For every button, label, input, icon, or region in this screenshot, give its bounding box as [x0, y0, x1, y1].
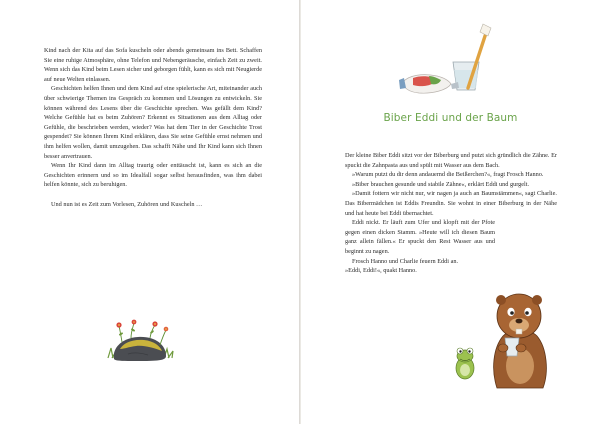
- beaver-and-frog-illustration: [451, 278, 551, 390]
- paragraph: Frosch Hanno und Charlie feuern Eddi an.: [352, 257, 459, 265]
- right-page-text: [345, 151, 557, 276]
- paragraph: »Damit fottern wir nicht nur, wir nagen ja auch an Baumstämmen«, sagt Charlie. Das Bibermädchen ist Eddis Freundin. Sie wohnt in einer Biberburg in der Nähe und hat heute bei Eddi übernachtet.: [345, 190, 557, 217]
- frog-figure: [456, 348, 474, 379]
- chapter-title: Biber Eddi und der Baum: [383, 112, 518, 124]
- paragraph: Eddi nickt. Er läuft zum Ufer und klopft mit der Pfote gegen einen dicken Stamm. »Heute will ich diesen Baum ganz allein fällen.« Er spuckt den Rest Wasser aus und beginnt zu nagen.: [345, 219, 495, 255]
- right-page: [301, 0, 600, 424]
- paragraph: »Eddi, Eddi!«, quakt Hanno.: [345, 267, 417, 275]
- left-page-text: [44, 46, 262, 209]
- paragraph: Kind nach der Kita auf das Sofa kuscheln oder abends gemeinsam ins Bett. Schaffen Sie eine ruhige Atmosphäre, ohne Telefon und Nebengeräusche, einfach Zeit zu zweit. Wenn sich das Kind beim Lesen sicher und geborgen fühlt, kann es sich mit Neugierde auf neue Welten einlassen.: [44, 47, 262, 83]
- toothbrush-glass-toothpaste-illustration: [389, 18, 505, 98]
- paragraph: »Biber brauchen gesunde und stabile Zähne«, erklärt Eddi und gurgelt.: [352, 180, 530, 188]
- paragraph: Wenn Ihr Kind dann im Alltag traurig oder enttäuscht ist, kann es sich an die Geschichten erinnern und so im Idealfall sogar selbst herausfinden, was ihm dabei helfen könnte, sich zu beruhigen.: [44, 162, 262, 189]
- beaver-figure: [494, 294, 547, 388]
- left-page: [0, 0, 299, 424]
- flowering-rock-illustration: [100, 318, 182, 364]
- paragraph: »Warum putzt du dir denn andauernd die Beißerchen?«, fragt Frosch Hanno.: [352, 171, 544, 179]
- paragraph: Der kleine Biber Eddi sitzt vor der Biberburg und putzt sich gründlich die Zähne. Er spuckt die Zahnpasta aus und spült mit Wasser aus dem Bach.: [345, 152, 557, 169]
- paragraph: Geschichten helfen Ihnen und dem Kind auf eine spielerische Art, miteinander auch über schwierige Themen ins Gespräch zu kommen und Lösungen zu entwickeln. Sie können während des Lesens über die Geschichte sprechen. Was gefällt dem Kind? Welche Gefühle hat es beim Zuhören? Erkennt es Situationen aus dem Alltag oder Gefühle, die beschrieben werden, wieder? Was hat dem Tier in der Geschichte Trost gespendet? Sie können Ihrem Kind erklären, dass Sie seine Gefühle ernst nehmen und ihm helfen wollen, damit umzugehen. Das schafft Nähe und Ihr Kind kann sich Ihnen besser anvertrauen.: [44, 85, 262, 160]
- paragraph: Und nun ist es Zeit zum Vorlesen, Zuhören und Kuscheln …: [51, 200, 203, 208]
